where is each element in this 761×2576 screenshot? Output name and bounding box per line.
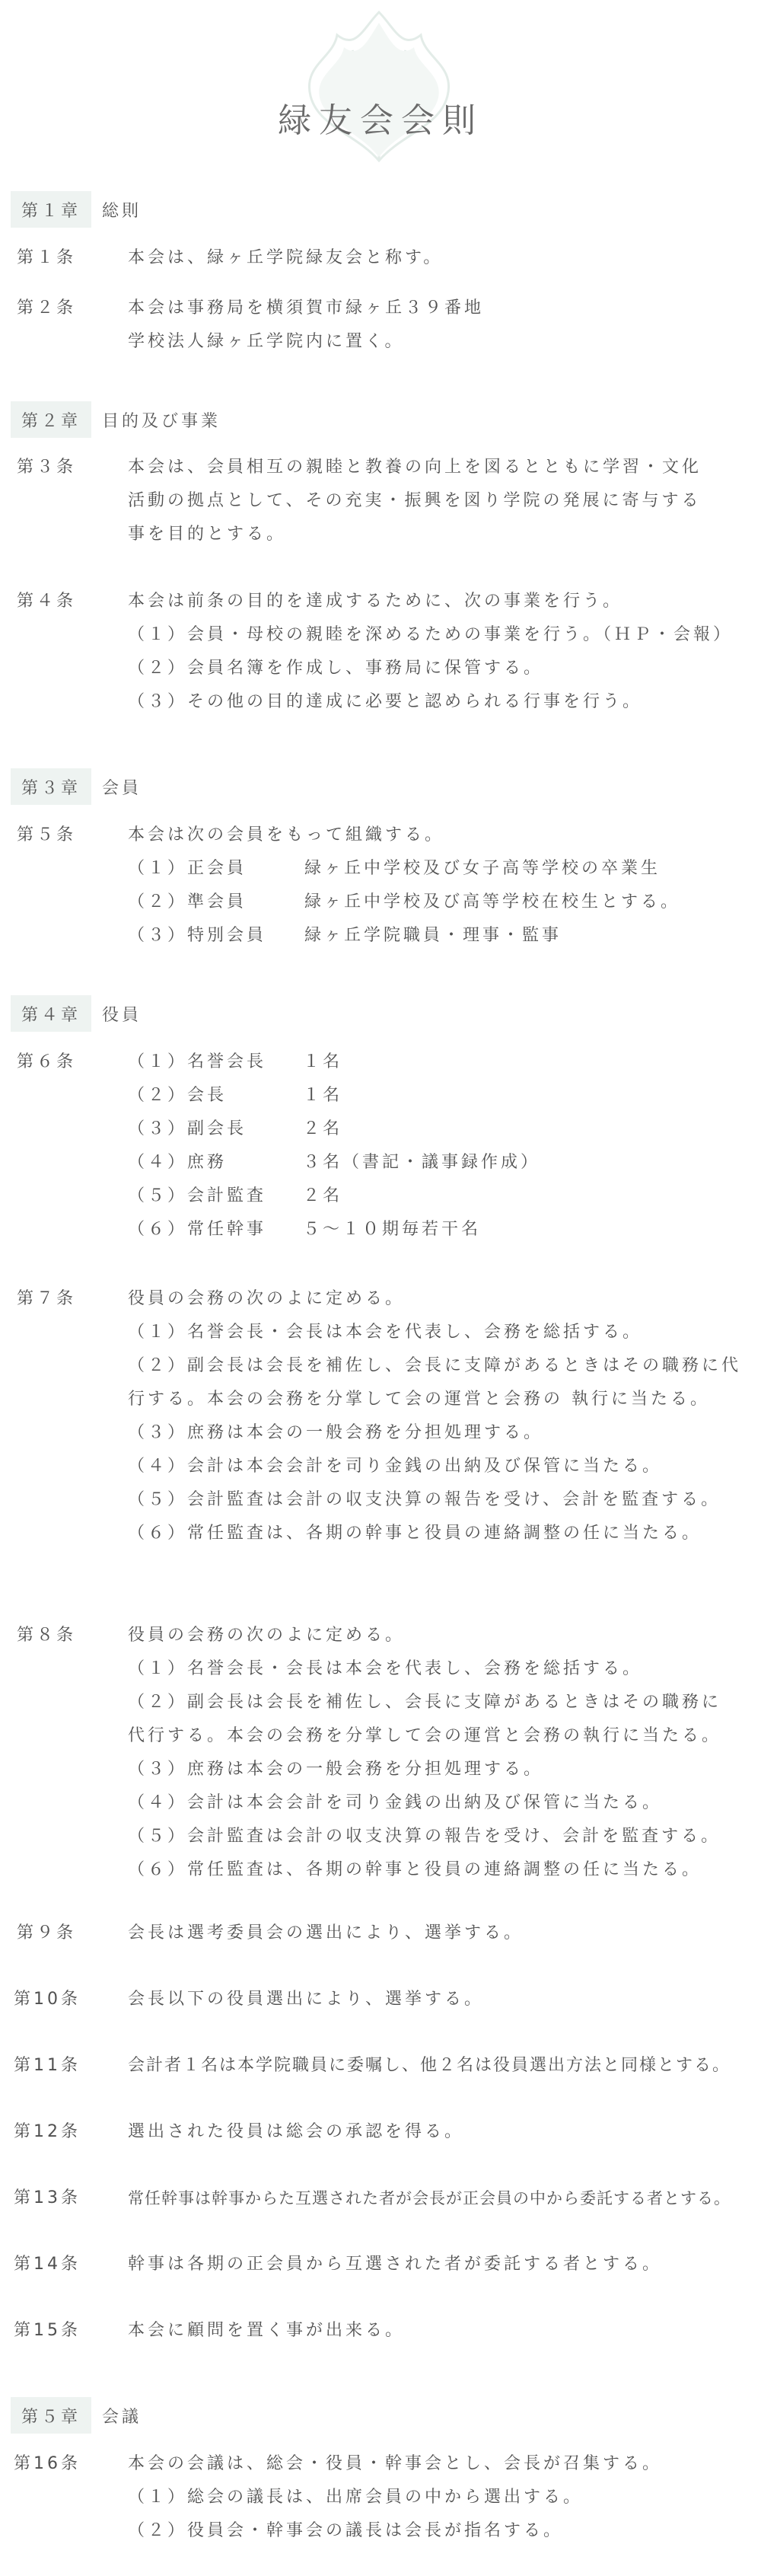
article-label: 第３条 [17, 458, 77, 477]
article-item: （２）役員会・幹事会の議長は会長が指名する。 [128, 2521, 564, 2540]
article-item: （１）名誉会長・会長は本会を代表し、会務を総括する。 [128, 1659, 643, 1678]
officer-count: ３名（書記・議事録作成） [303, 1153, 541, 1172]
chapter-title: 役員 [102, 1005, 142, 1025]
article-item: （２）副会長は会長を補佐し、会長に支障があるときはその職務に代 [128, 1356, 742, 1375]
article-text: 役員の会務の次のよに定める。 [128, 1289, 406, 1308]
article-text: 役員の会務の次のよに定める。 [128, 1626, 406, 1645]
article-label: 第１条 [17, 248, 77, 267]
chapter-5-heading [11, 2397, 142, 2434]
article-item: （３）その他の目的達成に必要と認められる行事を行う。 [128, 692, 643, 711]
officer-row [128, 1112, 752, 1146]
article-text: 常任幹事は幹事からた互選された者が会長が正会員の中から委託する者とする。 [128, 2189, 731, 2207]
chapter-title: 会員 [102, 778, 142, 798]
title-area [0, 0, 761, 175]
article-text: 幹事は各期の正会員から互選された者が委託する者とする。 [128, 2255, 663, 2274]
chapter-4-heading [11, 995, 142, 1032]
article-item: （１）会員・母校の親睦を深めるための事業を行う。（ＨＰ・会報） [128, 625, 734, 644]
officer-row [128, 1213, 752, 1247]
article-text: 選出された役員は総会の承認を得る。 [128, 2122, 465, 2141]
chapter-2-heading [11, 401, 221, 438]
officer-row [128, 1079, 752, 1112]
article-label: 第７条 [17, 1289, 77, 1308]
chapter-1-heading [11, 191, 142, 228]
chapter-badge: 第５章 [11, 2397, 91, 2434]
chapter-badge: 第１章 [11, 191, 91, 228]
article-label: 第13条 [14, 2188, 81, 2207]
article-text: 本会は次の会員をもって組織する。 [128, 825, 445, 844]
article-item: （４）会計は本会会計を司り金銭の出納及び保管に当たる。 [128, 1457, 663, 1476]
officer-role: （１）名誉会長 [128, 1052, 267, 1071]
member-description: 緑ヶ丘中学校及び高等学校在校生とする。 [304, 892, 681, 911]
article-item: （５）会計監査は会計の収支決算の報告を受け、会計を監査する。 [128, 1490, 721, 1509]
page-title: 緑友会会則 [278, 101, 483, 140]
article-label: 第８条 [17, 1626, 77, 1645]
article-label: 第５条 [17, 825, 77, 844]
article-text: 会長以下の役員選出により、選挙する。 [128, 1990, 485, 2009]
member-description: 緑ヶ丘学院職員・理事・監事 [304, 926, 562, 945]
chapter-title: 目的及び事業 [102, 411, 221, 431]
officer-count: １名 [303, 1052, 343, 1071]
officer-role: （５）会計監査 [128, 1186, 267, 1205]
article-item: （３）庶務は本会の一般会務を分担処理する。 [128, 1760, 544, 1779]
article-text: 事を目的とする。 [128, 525, 287, 544]
chapter-badge: 第３章 [11, 768, 91, 805]
officer-role: （３）副会長 [128, 1119, 247, 1138]
member-row [128, 919, 752, 953]
article-item: （６）常任監査は、各期の幹事と役員の連絡調整の任に当たる。 [128, 1860, 702, 1879]
article-label: 第11条 [14, 2056, 81, 2075]
chapter-badge: 第４章 [11, 995, 91, 1032]
article-label: 第15条 [14, 2321, 81, 2340]
officer-count: ２名 [303, 1119, 343, 1138]
article-item: 代行する。本会の会務を分掌して会の運営と会務の執行に当たる。 [128, 1726, 722, 1745]
article-item: （２）副会長は会長を補佐し、会長に支障があるときはその職務に [128, 1693, 722, 1712]
article-item: 行する。本会の会務を分掌して会の運営と会務の 執行に当たる。 [128, 1390, 710, 1409]
member-type: （２）準会員 [128, 892, 247, 911]
article-text: 本会は前条の目的を達成するために、次の事業を行う。 [128, 592, 623, 611]
article-item: （５）会計監査は会計の収支決算の報告を受け、会計を監査する。 [128, 1827, 721, 1846]
article-text: 会長は選考委員会の選出により、選挙する。 [128, 1923, 524, 1942]
article-label: 第２条 [17, 298, 77, 318]
officer-role: （４）庶務 [128, 1153, 228, 1172]
article-item: （３）庶務は本会の一般会務を分担処理する。 [128, 1423, 544, 1442]
article-label: 第12条 [14, 2122, 81, 2141]
officer-row [128, 1146, 752, 1179]
officer-count: ２名 [303, 1186, 343, 1205]
article-label: 第14条 [14, 2255, 81, 2274]
member-row [128, 886, 752, 919]
officer-count: ５～１０期毎若干名 [303, 1220, 482, 1239]
article-text: 本会の会議は、総会・役員・幹事会とし、会長が召集する。 [128, 2454, 663, 2473]
officer-row [128, 1179, 752, 1213]
article-text: 学校法人緑ヶ丘学院内に置く。 [128, 332, 405, 351]
chapter-title: 会議 [102, 2407, 142, 2427]
chapter-title: 総則 [102, 201, 142, 221]
officer-count: １名 [303, 1086, 343, 1105]
officer-role: （６）常任幹事 [128, 1220, 267, 1239]
article-label: 第９条 [17, 1923, 77, 1942]
member-type: （３）特別会員 [128, 926, 267, 945]
member-row [128, 852, 752, 886]
article-text: 本会は事務局を横須賀市緑ヶ丘３９番地 [128, 298, 485, 318]
chapter-3-heading [11, 768, 142, 805]
article-text: 本会は、緑ヶ丘学院緑友会と称す。 [128, 248, 444, 267]
article-label: 第16条 [14, 2454, 81, 2473]
article-item: （４）会計は本会会計を司り金銭の出納及び保管に当たる。 [128, 1793, 663, 1812]
article-text: 本会は、会員相互の親睦と教養の向上を図るとともに学習・文化 [128, 458, 702, 477]
article-text: 活動の拠点として、その充実・振興を図り学院の発展に寄与する [128, 491, 702, 510]
article-item: （２）会員名簿を作成し、事務局に保管する。 [128, 659, 544, 678]
officer-role: （２）会長 [128, 1086, 228, 1105]
member-description: 緑ヶ丘中学校及び女子高等学校の卒業生 [304, 859, 661, 878]
chapter-badge: 第２章 [11, 401, 91, 438]
article-item: （６）常任監査は、各期の幹事と役員の連絡調整の任に当たる。 [128, 1524, 702, 1543]
article-label: 第10条 [14, 1990, 81, 2009]
member-type: （１）正会員 [128, 859, 247, 878]
leaf-watermark-icon [265, 5, 493, 171]
officer-row [128, 1045, 752, 1079]
article-label: 第４条 [17, 592, 77, 611]
article-label: 第６条 [17, 1052, 77, 1071]
article-text: 会計者１名は本学院職員に委嘱し、他２名は役員選出方法と同様とする。 [128, 2056, 731, 2075]
article-text: 本会に顧問を置く事が出来る。 [128, 2321, 406, 2340]
article-item: （１）名誉会長・会長は本会を代表し、会務を総括する。 [128, 1323, 643, 1342]
article-item: （１）総会の議長は、出席会員の中から選出する。 [128, 2488, 584, 2507]
